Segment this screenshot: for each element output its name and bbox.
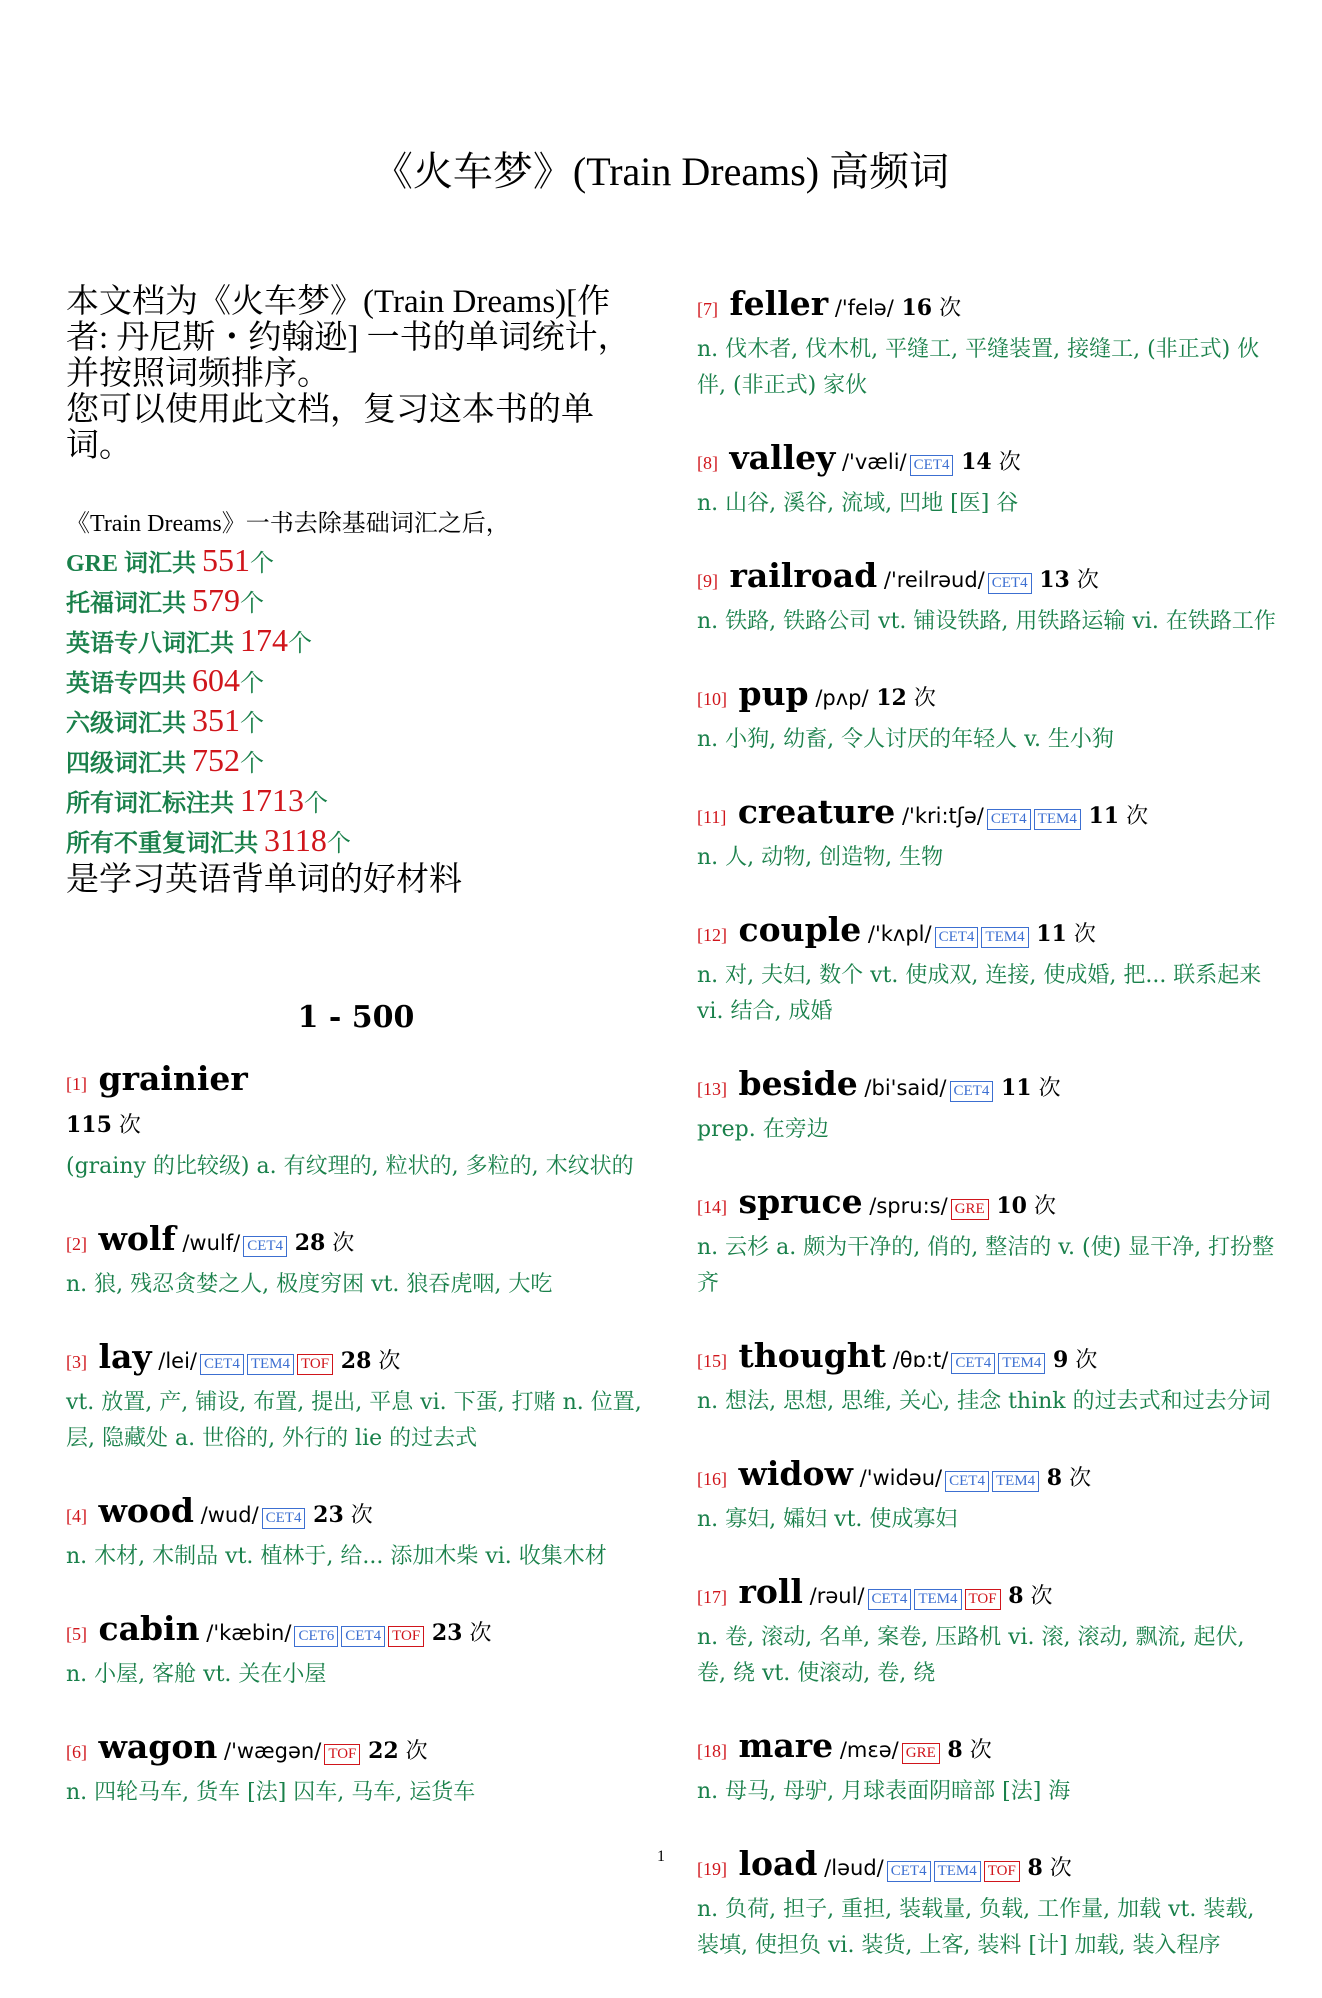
entry-word: wolf — [87, 1219, 176, 1258]
stat-unit: 个 — [304, 791, 328, 817]
entry-header — [697, 1182, 1277, 1228]
stat-line — [66, 622, 646, 662]
entry-definition: n. 木材, 木制品 vt. 植林于, 给... 添加木柴 vi. 收集木材 — [66, 1544, 607, 1569]
word-entry — [66, 1609, 646, 1693]
entry-word: beside — [727, 1064, 858, 1103]
entry-header — [697, 910, 1277, 956]
stats-list — [66, 542, 646, 862]
exam-tag: CET4 — [950, 1081, 994, 1102]
entry-header — [697, 1726, 1277, 1772]
entry-header — [66, 1219, 646, 1265]
word-entry — [66, 1491, 646, 1575]
entry-count-suffix: 次 — [991, 450, 1021, 475]
entry-word: load — [727, 1844, 818, 1883]
entry-header — [697, 556, 1277, 602]
stat-label: 英语专八词汇共 — [66, 631, 240, 657]
entry-index: [18] — [697, 1741, 727, 1761]
exam-tag: TEM4 — [247, 1354, 294, 1375]
page-title: 《火车梦》(Train Dreams) 高频词 — [372, 149, 950, 194]
entry-phonetic: /spru:s/ — [862, 1194, 948, 1218]
entry-phonetic: /'reilrəud/ — [877, 568, 985, 592]
entry-phonetic: /wulf/ — [175, 1231, 241, 1255]
stat-unit: 个 — [240, 751, 264, 777]
entry-phonetic: /mɛə/ — [833, 1738, 899, 1762]
entry-definition: vt. 放置, 产, 铺设, 布置, 提出, 平息 vi. 下蛋, 打赌 n. 位置, 层, 隐藏处 a. 世俗的, 外行的 lie 的过去式 — [66, 1390, 642, 1451]
entry-index: [2] — [66, 1234, 87, 1254]
entry-index: [4] — [66, 1506, 87, 1526]
entry-count-suffix: 次 — [1119, 804, 1149, 829]
entry-header — [697, 1064, 1277, 1110]
entry-definition: n. 伐木者, 伐木机, 平缝工, 平缝装置, 接缝工, (非正式) 伙伴, (非正式) 家伙 — [697, 337, 1260, 398]
stat-label: 所有不重复词汇共 — [66, 831, 264, 857]
exam-tag: TOF — [324, 1744, 360, 1765]
stat-unit: 个 — [288, 631, 312, 657]
entry-definition: n. 铁路, 铁路公司 vt. 铺设铁路, 用铁路运输 vi. 在铁路工作 — [697, 609, 1276, 634]
exam-tag: TEM4 — [914, 1589, 961, 1610]
entry-phonetic: /pʌp/ — [808, 686, 869, 710]
page-number: 1 — [657, 1848, 665, 1865]
word-entry — [697, 1572, 1277, 1692]
entry-count-suffix: 次 — [932, 296, 962, 321]
entry-index: [11] — [697, 807, 727, 827]
entry-phonetic: /'wægən/ — [217, 1739, 322, 1763]
entry-count-suffix: 次 — [1068, 1348, 1098, 1373]
exam-tag: CET4 — [987, 809, 1031, 830]
stat-line — [66, 822, 646, 862]
word-entry — [697, 1182, 1277, 1302]
entry-index: [13] — [697, 1079, 727, 1099]
entry-count-suffix: 次 — [1026, 1194, 1056, 1219]
stat-label: 六级词汇共 — [66, 711, 192, 737]
word-entry — [697, 1336, 1277, 1420]
intro-line-1: 本文档为《火车梦》(Train Dreams)[作者: 丹尼斯・约翰逊] 一书的单词统计，并按照词频排序。 — [66, 284, 631, 392]
entry-header — [697, 1572, 1277, 1618]
exam-tag: CET4 — [935, 927, 979, 948]
exam-tag: TEM4 — [981, 927, 1028, 948]
entry-index: [8] — [697, 453, 718, 473]
entry-header — [66, 1609, 646, 1655]
stat-line — [66, 542, 646, 582]
exam-tag: TEM4 — [1034, 809, 1081, 830]
entry-count: 115 — [66, 1112, 112, 1138]
word-entry — [697, 910, 1277, 1030]
stat-unit: 个 — [240, 591, 264, 617]
entry-count: 28 — [333, 1348, 372, 1374]
entry-word: valley — [718, 438, 836, 477]
entry-count: 23 — [424, 1620, 463, 1646]
exam-tag: TOF — [388, 1626, 424, 1647]
word-entry — [66, 1337, 646, 1457]
stat-label: 四级词汇共 — [66, 751, 192, 777]
entry-count-suffix: 次 — [1062, 1466, 1092, 1491]
entry-word: grainier — [87, 1059, 248, 1098]
entry-header — [66, 1491, 646, 1537]
exam-tag: CET4 — [945, 1471, 989, 1492]
stat-unit: 个 — [240, 671, 264, 697]
word-entry — [697, 792, 1277, 876]
entry-count: 8 — [1039, 1465, 1063, 1491]
entry-phonetic: /wud/ — [194, 1503, 259, 1527]
entry-count: 8 — [1000, 1583, 1024, 1609]
stat-number: 551 — [202, 542, 251, 578]
entry-count: 13 — [1031, 567, 1070, 593]
entry-definition: n. 对, 夫妇, 数个 vt. 使成双, 连接, 使成婚, 把... 联系起来 vi. 结合, 成婚 — [697, 963, 1262, 1024]
entry-header — [66, 1337, 646, 1383]
entry-count-suffix: 次 — [325, 1231, 355, 1256]
exam-tag: TEM4 — [998, 1353, 1045, 1374]
entry-count-suffix: 次 — [462, 1621, 492, 1646]
entry-phonetic: /θɒ:t/ — [886, 1348, 949, 1372]
entry-definition: n. 四轮马车, 货车 [法] 囚车, 马车, 运货车 — [66, 1780, 476, 1805]
stat-line — [66, 582, 646, 622]
exam-tag: TEM4 — [992, 1471, 1039, 1492]
left-column — [66, 284, 646, 1845]
exam-tag: GRE — [902, 1743, 940, 1764]
entry-definition: n. 卷, 滚动, 名单, 案卷, 压路机 vi. 滚, 滚动, 飘流, 起伏, 卷, 绕 vt. 使滚动, 卷, 绕 — [697, 1625, 1245, 1686]
entry-definition: n. 母马, 母驴, 月球表面阴暗部 [法] 海 — [697, 1779, 1071, 1804]
stats-lead: 《Train Dreams》一书去除基础词汇之后， — [66, 511, 510, 537]
entry-phonetic: /'kri:tʃə/ — [895, 804, 984, 828]
entry-definition: prep. 在旁边 — [697, 1117, 829, 1142]
stat-number: 3118 — [264, 822, 327, 858]
entry-index: [15] — [697, 1351, 727, 1371]
entry-word: cabin — [87, 1609, 200, 1648]
entry-word: lay — [87, 1337, 152, 1376]
entry-index: [17] — [697, 1587, 727, 1607]
stat-line — [66, 702, 646, 742]
entry-definition: n. 小狗, 幼畜, 令人讨厌的年轻人 v. 生小狗 — [697, 727, 1114, 752]
stat-label: 托福词汇共 — [66, 591, 192, 617]
intro-line-2: 您可以使用此文档，复习这本书的单词。 — [66, 392, 594, 464]
stat-label: 英语专四共 — [66, 671, 192, 697]
entry-count-suffix: 次 — [962, 1738, 992, 1763]
stats-closing: 是学习英语背单词的好材料 — [66, 862, 462, 898]
entry-header — [697, 438, 1277, 484]
word-entry — [697, 1064, 1277, 1148]
entry-word: creature — [726, 792, 896, 831]
right-entry-list — [697, 284, 1277, 1964]
stat-number: 351 — [192, 702, 240, 738]
entry-header — [66, 1059, 646, 1105]
entry-count-suffix: 次 — [1031, 1076, 1061, 1101]
exam-tag: CET4 — [910, 455, 954, 476]
exam-tag: CET6 — [294, 1626, 338, 1647]
entry-count: 8 — [1019, 1855, 1043, 1881]
entry-count: 12 — [868, 685, 907, 711]
entry-header — [697, 1454, 1277, 1500]
entry-definition: n. 人, 动物, 创造物, 生物 — [697, 845, 944, 870]
entry-word: railroad — [718, 556, 878, 595]
entry-header — [697, 792, 1277, 838]
entry-phonetic: /bi'said/ — [857, 1076, 947, 1100]
left-entry-list — [66, 1059, 646, 1811]
word-entry — [697, 556, 1277, 640]
entry-word: mare — [727, 1726, 834, 1765]
entry-definition: n. 寡妇, 孀妇 vt. 使成寡妇 — [697, 1507, 958, 1532]
stat-unit: 个 — [240, 711, 264, 737]
exam-tag: CET4 — [868, 1589, 912, 1610]
exam-tag: TOF — [297, 1354, 333, 1375]
exam-tag: CET4 — [243, 1236, 287, 1257]
entry-count: 8 — [939, 1737, 963, 1763]
word-entry — [66, 1727, 646, 1811]
exam-tag: CET4 — [341, 1626, 385, 1647]
word-entry — [697, 284, 1277, 404]
stat-line — [66, 742, 646, 782]
entry-header — [697, 674, 1277, 720]
entry-definition: n. 小屋, 客舱 vt. 关在小屋 — [66, 1662, 327, 1687]
entry-phonetic: /rəul/ — [802, 1584, 865, 1608]
entry-word: widow — [727, 1454, 853, 1493]
intro — [66, 284, 646, 464]
entry-phonetic: /ləud/ — [817, 1856, 884, 1880]
word-entry — [697, 1454, 1277, 1538]
entry-header — [66, 1727, 646, 1773]
entry-word: spruce — [727, 1182, 863, 1221]
word-entry — [697, 438, 1277, 522]
entry-definition: n. 云杉 a. 颇为干净的, 俏的, 整洁的 v. (使) 显干净, 打扮整齐 — [697, 1235, 1275, 1296]
entry-index: [9] — [697, 571, 718, 591]
entry-word: wood — [87, 1491, 194, 1530]
stat-label: 所有词汇标注共 — [66, 791, 240, 817]
entry-count-suffix: 次 — [398, 1739, 428, 1764]
exam-tag: TEM4 — [934, 1861, 981, 1882]
exam-tag: CET4 — [200, 1354, 244, 1375]
exam-tag: TOF — [965, 1589, 1001, 1610]
stat-number: 752 — [192, 742, 240, 778]
stat-number: 174 — [240, 622, 288, 658]
entry-count: 11 — [1028, 921, 1067, 947]
entry-definition: n. 狼, 残忍贪婪之人, 极度穷困 vt. 狼吞虎咽, 大吃 — [66, 1272, 553, 1297]
entry-count: 16 — [893, 295, 933, 321]
entry-index: [5] — [66, 1624, 87, 1644]
entry-phonetic: /'widəu/ — [852, 1466, 943, 1490]
exam-tag: CET4 — [262, 1508, 306, 1529]
word-entry — [697, 1726, 1277, 1810]
entry-phonetic: /'kæbin/ — [199, 1621, 292, 1645]
word-entry — [66, 1219, 646, 1303]
entry-count-suffix: 次 — [343, 1503, 373, 1528]
stat-number: 579 — [192, 582, 240, 618]
entry-phonetic: /lei/ — [151, 1349, 198, 1373]
entry-header — [697, 284, 1277, 330]
entry-count: 28 — [287, 1230, 326, 1256]
entry-count-suffix: 次 — [906, 686, 936, 711]
entry-count: 9 — [1045, 1347, 1069, 1373]
word-entry — [697, 674, 1277, 758]
entry-count-line — [66, 1105, 646, 1147]
entry-count: 11 — [1080, 803, 1120, 829]
entry-word: wagon — [87, 1727, 218, 1766]
stat-unit: 个 — [250, 551, 275, 577]
entry-word: pup — [727, 674, 809, 713]
entry-definition: n. 想法, 思想, 思维, 关心, 挂念 think 的过去式和过去分词 — [697, 1389, 1271, 1414]
entry-count: 22 — [360, 1738, 399, 1764]
exam-tag: GRE — [951, 1199, 989, 1220]
entry-index: [16] — [697, 1469, 727, 1489]
entry-count: 23 — [305, 1502, 344, 1528]
entry-count: 10 — [988, 1193, 1027, 1219]
entry-word: feller — [718, 284, 829, 323]
entry-count: 11 — [993, 1075, 1032, 1101]
entry-phonetic: /'felə/ — [828, 296, 894, 320]
stat-label: GRE 词汇共 — [66, 551, 203, 577]
entry-index: [6] — [66, 1742, 87, 1762]
entry-phonetic: /'kʌpl/ — [861, 922, 932, 946]
entry-count-suffix: 次 — [371, 1349, 401, 1374]
entry-count-suffix: 次 — [1069, 568, 1099, 593]
entry-word: thought — [727, 1336, 887, 1375]
exam-tag: CET4 — [951, 1353, 995, 1374]
entry-definition: n. 负荷, 担子, 重担, 装载量, 负载, 工作量, 加载 vt. 装载, 装填, 使担负 vi. 装货, 上客, 装料 [计] 加载, 装入程序 — [697, 1897, 1255, 1958]
word-entry — [66, 1059, 646, 1185]
stat-number: 604 — [192, 662, 240, 698]
entry-index: [3] — [66, 1352, 87, 1372]
entry-count: 14 — [953, 449, 992, 475]
entry-header — [697, 1336, 1277, 1382]
entry-definition: n. 山谷, 溪谷, 流域, 凹地 [医] 谷 — [697, 491, 1019, 516]
exam-tag: TOF — [984, 1861, 1020, 1882]
entry-word: roll — [727, 1572, 803, 1611]
entry-phonetic: /'væli/ — [835, 450, 907, 474]
entry-index: [7] — [697, 299, 718, 319]
entry-count-suffix: 次 — [1066, 922, 1096, 947]
entry-index: [10] — [697, 689, 727, 709]
entry-count-suffix: 次 — [1023, 1584, 1053, 1609]
exam-tag: CET4 — [988, 573, 1032, 594]
stat-unit: 个 — [326, 831, 351, 857]
stat-line — [66, 662, 646, 702]
entry-index: [12] — [697, 925, 727, 945]
range-heading: 1 - 500 — [297, 1000, 415, 1035]
stat-number: 1713 — [240, 782, 304, 818]
entry-word: couple — [727, 910, 862, 949]
entry-definition: (grainy 的比较级) a. 有纹理的, 粒状的, 多粒的, 木纹状的 — [66, 1154, 634, 1179]
entry-index: [1] — [66, 1074, 87, 1094]
entry-index: [14] — [697, 1197, 727, 1217]
stats-block — [66, 506, 646, 898]
stat-line — [66, 782, 646, 822]
entry-index: [19] — [697, 1859, 727, 1879]
entry-count-suffix: 次 — [111, 1113, 141, 1138]
right-column — [697, 284, 1277, 1998]
entry-count-suffix: 次 — [1042, 1856, 1072, 1881]
exam-tag: CET4 — [887, 1861, 931, 1882]
